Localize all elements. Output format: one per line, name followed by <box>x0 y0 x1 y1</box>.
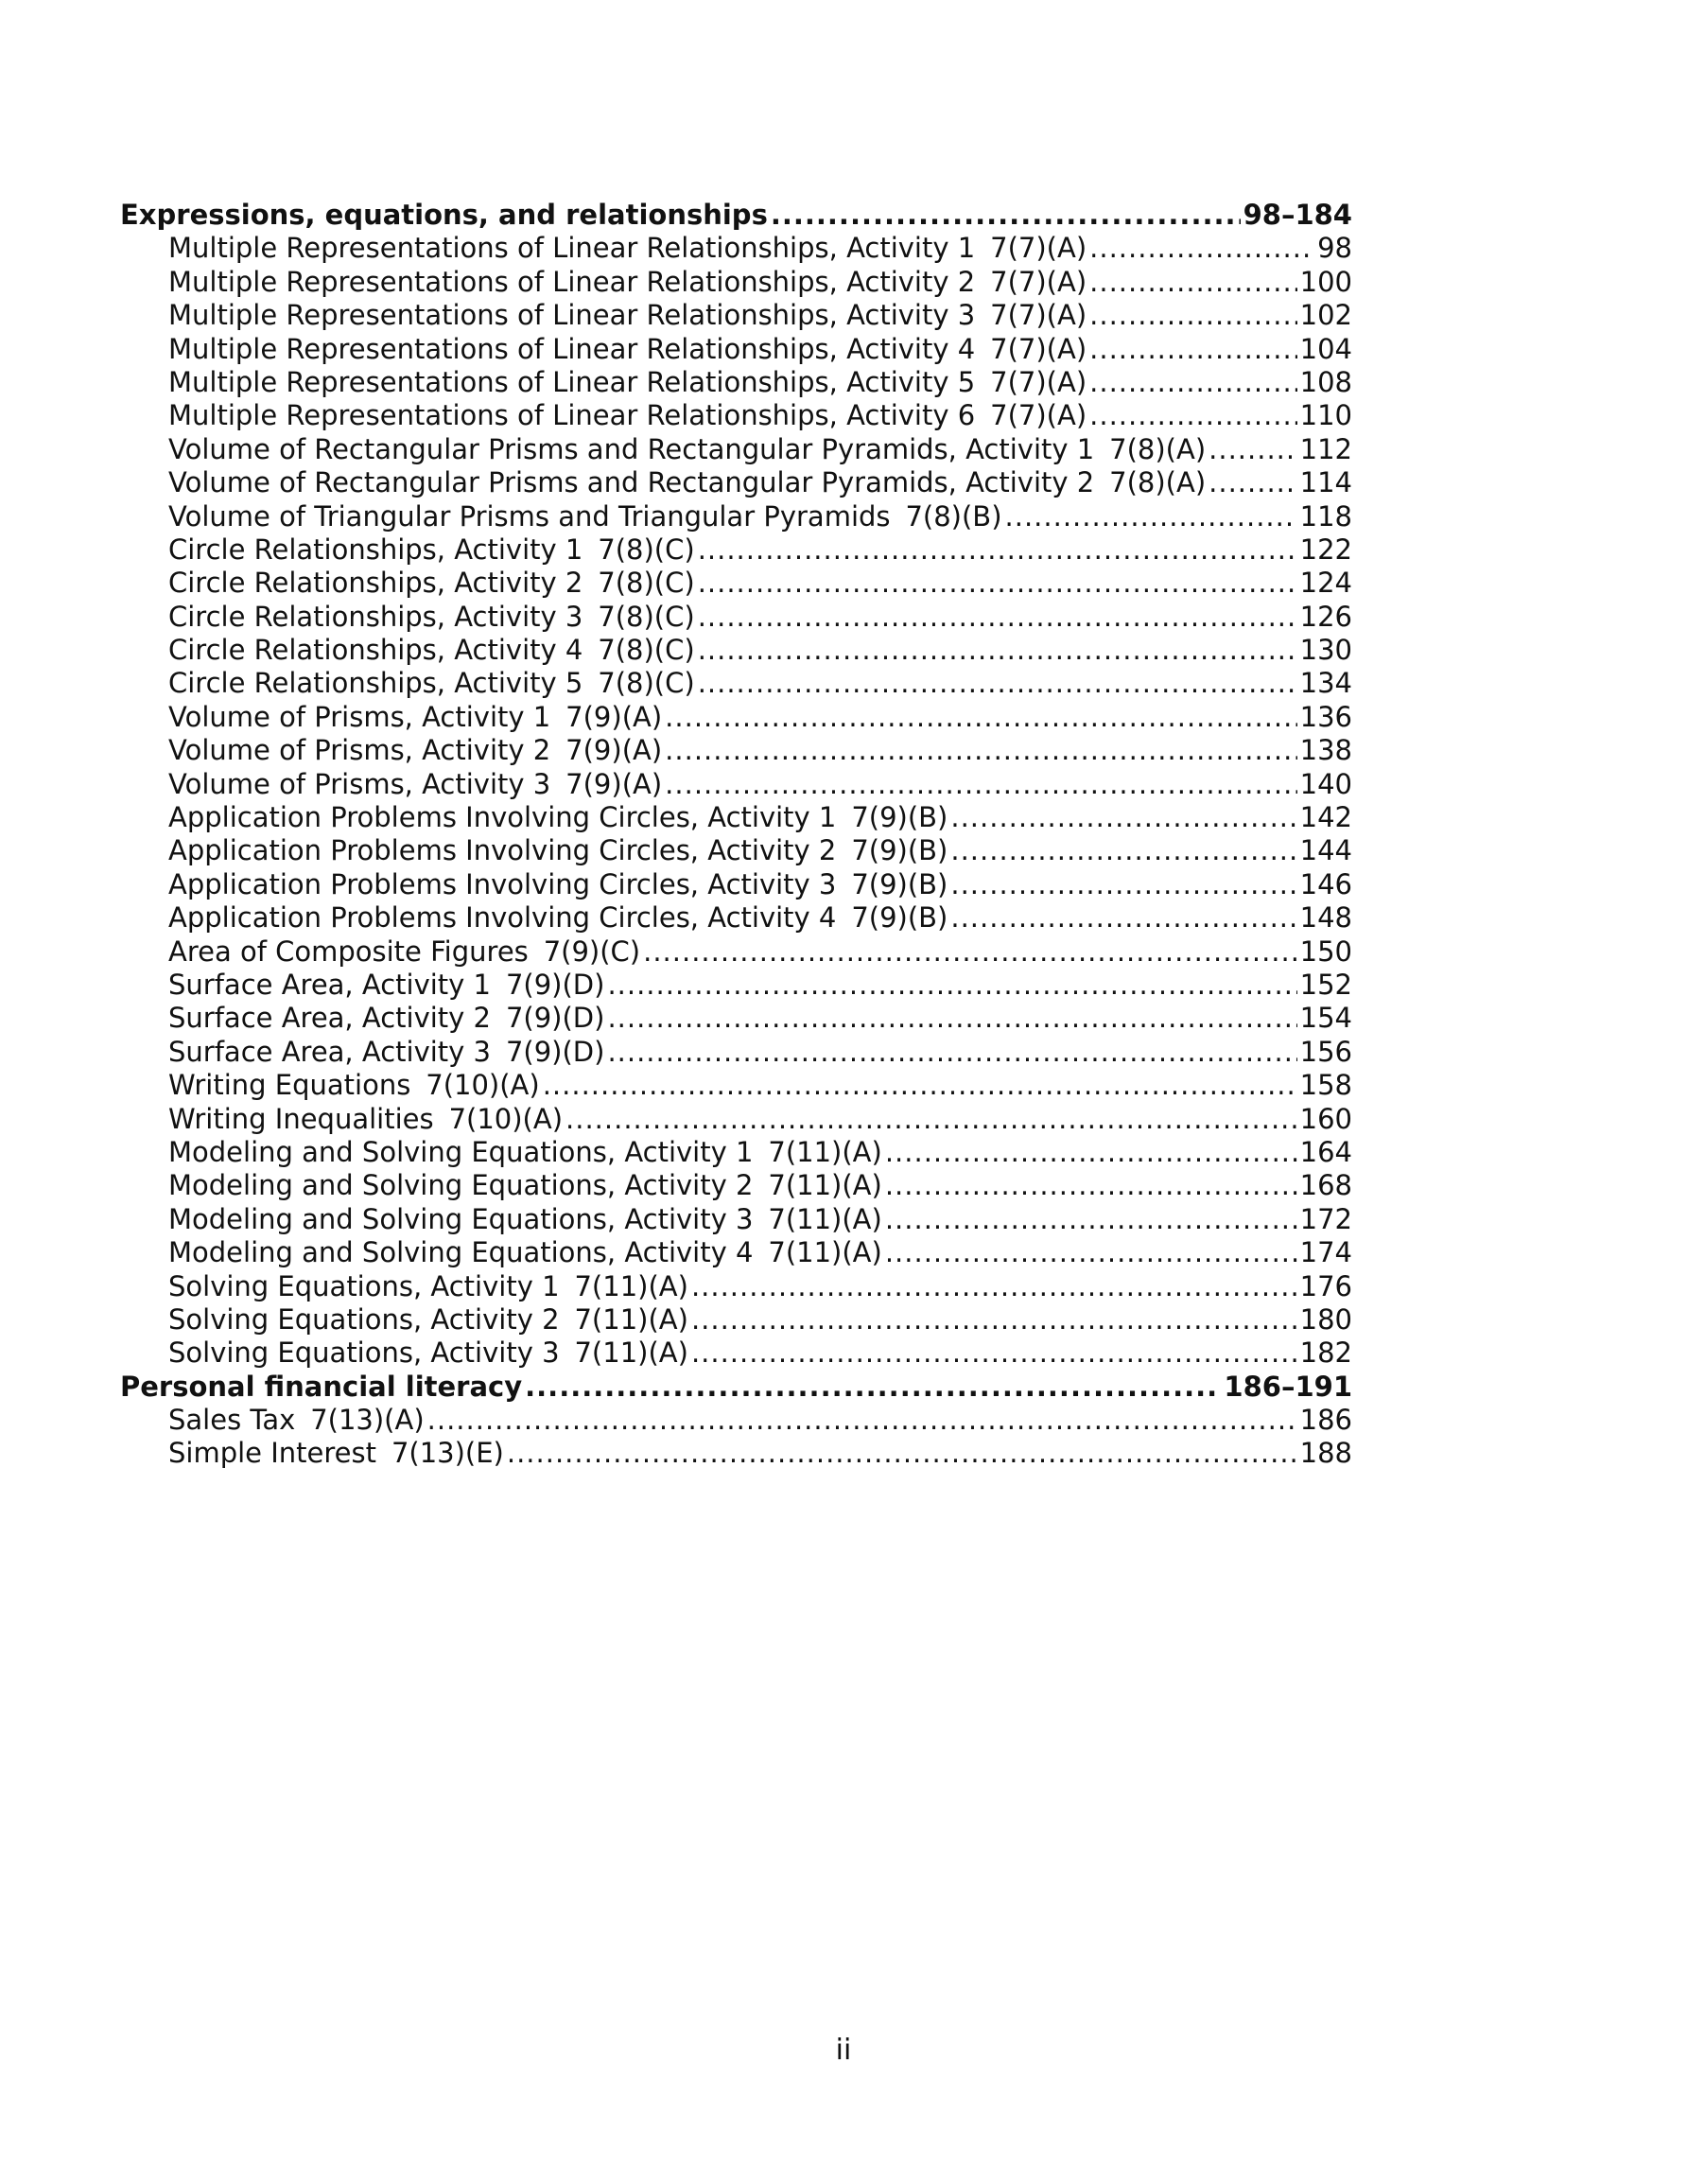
dot-leader <box>1209 466 1296 499</box>
toc-entry-page: 104 <box>1299 332 1352 365</box>
toc-entry-standard: 7(7)(A) <box>990 265 1087 298</box>
toc-entry-page: 176 <box>1299 1269 1352 1302</box>
toc-entry-label <box>168 399 1087 432</box>
page-number: ii <box>835 2034 852 2067</box>
toc-entry-standard: 7(11)(A) <box>768 1202 882 1235</box>
toc-entry-label <box>168 1036 604 1069</box>
dot-leader <box>1209 433 1296 466</box>
toc-entry <box>120 1169 1352 1202</box>
toc-entry <box>120 500 1352 533</box>
dot-leader <box>950 868 1296 901</box>
toc-entry-label <box>168 1404 425 1437</box>
toc-entry-title: Multiple Representations of Linear Relationships, Activity 3 <box>168 299 976 332</box>
toc-entry <box>120 701 1352 734</box>
toc-entry <box>120 1236 1352 1269</box>
toc-entry-title: Application Problems Involving Circles, Activity 2 <box>168 834 837 867</box>
toc-entry-title: Multiple Representations of Linear Relationships, Activity 5 <box>168 365 976 398</box>
toc-entry-page: 188 <box>1299 1437 1352 1470</box>
toc-entry-title: Modeling and Solving Equations, Activity 3 <box>168 1202 754 1235</box>
toc-entry-title: Volume of Prisms, Activity 2 <box>168 734 551 767</box>
dot-leader <box>665 768 1296 801</box>
toc-entry-page: 138 <box>1299 734 1352 767</box>
toc-entry-page: 150 <box>1299 935 1352 968</box>
toc-entry-standard: 7(7)(A) <box>990 399 1087 432</box>
dot-leader <box>525 1371 1221 1404</box>
toc-entry-title: Multiple Representations of Linear Relationships, Activity 2 <box>168 265 976 298</box>
toc-entry <box>120 969 1352 1002</box>
toc-entry-label <box>168 1203 882 1236</box>
toc-entry-title: Modeling and Solving Equations, Activity 4 <box>168 1236 754 1269</box>
toc-entry-standard: 7(8)(C) <box>598 533 695 566</box>
toc-entry-page: 172 <box>1299 1202 1352 1235</box>
dot-leader <box>698 567 1297 600</box>
toc-entry-title: Circle Relationships, Activity 4 <box>168 634 583 667</box>
toc-entry-title: Circle Relationships, Activity 2 <box>168 567 583 600</box>
toc-section-heading <box>120 1371 1352 1404</box>
toc-section-pages: 98–184 <box>1243 199 1352 231</box>
toc-entry-page: 122 <box>1299 533 1352 566</box>
toc-entry-label <box>168 969 604 1002</box>
toc-entry-label <box>168 1337 688 1370</box>
dot-leader <box>885 1169 1297 1202</box>
toc-entry-page: 180 <box>1299 1302 1352 1336</box>
toc-entry-label <box>168 433 1206 466</box>
toc-entry-standard: 7(11)(A) <box>574 1337 688 1370</box>
toc-entry-page: 102 <box>1299 299 1352 332</box>
toc-entry-standard: 7(9)(D) <box>505 1035 605 1068</box>
dot-leader <box>698 667 1297 700</box>
toc-entry <box>120 1069 1352 1102</box>
dot-leader <box>1089 299 1297 332</box>
toc-section <box>120 199 1352 1371</box>
toc-entry-title: Volume of Rectangular Prisms and Rectangular Pyramids, Activity 1 <box>168 432 1095 465</box>
toc-entry-label <box>168 1103 563 1136</box>
toc-entry-title: Modeling and Solving Equations, Activity 2 <box>168 1169 754 1202</box>
dot-leader <box>698 634 1297 667</box>
toc-entry-title: Surface Area, Activity 3 <box>168 1035 491 1068</box>
toc-entry-label <box>168 1437 504 1470</box>
toc-entry-label <box>168 935 640 969</box>
toc-entry-title: Volume of Prisms, Activity 1 <box>168 700 551 733</box>
toc-entry <box>120 299 1352 332</box>
toc-entry <box>120 935 1352 969</box>
toc-entry-standard: 7(10)(A) <box>426 1069 540 1102</box>
dot-leader <box>885 1136 1297 1169</box>
toc-entry <box>120 834 1352 867</box>
toc-entry-label <box>168 1136 882 1169</box>
toc-entry-title: Solving Equations, Activity 3 <box>168 1337 560 1370</box>
dot-leader <box>885 1236 1297 1269</box>
toc-entry-page: 124 <box>1299 567 1352 600</box>
dot-leader <box>1089 266 1297 299</box>
toc-entry-page: 142 <box>1299 801 1352 834</box>
toc-entry-label <box>168 232 1087 265</box>
toc-entry-label <box>168 868 948 901</box>
toc-entry-page: 152 <box>1299 968 1352 1001</box>
toc-entry-standard: 7(11)(A) <box>574 1269 688 1302</box>
toc-entry-label <box>168 500 1002 533</box>
toc-entry-standard: 7(7)(A) <box>990 299 1087 332</box>
dot-leader <box>691 1270 1297 1303</box>
toc-entry-label <box>168 768 662 801</box>
toc-entry-title: Writing Equations <box>168 1069 411 1102</box>
toc-entry-page: 158 <box>1299 1069 1352 1102</box>
toc-entry <box>120 533 1352 567</box>
toc-entry-standard: 7(9)(A) <box>565 700 663 733</box>
toc-entry-page: 146 <box>1299 867 1352 900</box>
toc-entry <box>120 1337 1352 1370</box>
toc-entry-standard: 7(9)(A) <box>565 734 663 767</box>
toc-entry-title: Application Problems Involving Circles, Activity 1 <box>168 801 837 834</box>
dot-leader <box>885 1203 1297 1236</box>
toc-entry-list <box>120 1404 1352 1471</box>
toc-entry-label <box>168 734 662 767</box>
dot-leader <box>698 533 1297 567</box>
toc-entry <box>120 734 1352 767</box>
toc-entry <box>120 868 1352 901</box>
toc-entry <box>120 366 1352 399</box>
toc-entry-standard: 7(9)(C) <box>543 935 641 968</box>
toc-entry-standard: 7(8)(A) <box>1109 466 1207 499</box>
toc-entry-label <box>168 333 1087 366</box>
toc-entry-standard: 7(9)(B) <box>851 901 948 935</box>
toc-entry-standard: 7(8)(C) <box>598 634 695 667</box>
toc-entry <box>120 1404 1352 1437</box>
toc-entry-label <box>168 466 1206 499</box>
toc-entry-standard: 7(9)(D) <box>505 968 605 1001</box>
dot-leader <box>643 935 1297 969</box>
toc-entry-label <box>168 366 1087 399</box>
toc-entry-title: Modeling and Solving Equations, Activity 1 <box>168 1135 754 1168</box>
toc-entry-standard: 7(8)(C) <box>598 667 695 700</box>
toc-entry-page: 174 <box>1299 1236 1352 1269</box>
dot-leader <box>771 199 1241 232</box>
toc-entry-standard: 7(11)(A) <box>768 1236 882 1269</box>
toc-entry-page: 182 <box>1299 1337 1352 1370</box>
toc-entry-label <box>168 299 1087 332</box>
toc-entry-title: Writing Inequalities <box>168 1102 434 1135</box>
toc-entry-page: 100 <box>1299 265 1352 298</box>
toc-entry-standard: 7(8)(C) <box>598 600 695 633</box>
dot-leader <box>607 1036 1296 1069</box>
table-of-contents <box>120 199 1352 1471</box>
toc-entry-standard: 7(8)(A) <box>1109 432 1207 465</box>
toc-entry-label <box>168 1270 688 1303</box>
dot-leader <box>1089 232 1314 265</box>
toc-entry-page: 112 <box>1299 432 1352 465</box>
toc-entry-label <box>168 533 695 567</box>
toc-entry-standard: 7(11)(A) <box>768 1169 882 1202</box>
toc-entry-standard: 7(10)(A) <box>448 1102 564 1135</box>
toc-entry-title: Surface Area, Activity 2 <box>168 1002 491 1035</box>
toc-entry-page: 108 <box>1299 365 1352 398</box>
toc-entry-page: 144 <box>1299 834 1352 867</box>
toc-entry-label <box>168 701 662 734</box>
dot-leader <box>691 1303 1297 1337</box>
toc-entry-title: Simple Interest <box>168 1437 376 1470</box>
toc-entry-title: Area of Composite Figures <box>168 935 529 968</box>
toc-entry <box>120 1270 1352 1303</box>
toc-entry-standard: 7(9)(B) <box>851 867 948 900</box>
toc-entry-standard: 7(8)(C) <box>598 567 695 600</box>
toc-entry-page: 148 <box>1299 901 1352 935</box>
toc-entry-title: Multiple Representations of Linear Relationships, Activity 1 <box>168 232 976 265</box>
toc-entry-page: 98 <box>1317 232 1352 265</box>
toc-entry-page: 134 <box>1299 667 1352 700</box>
dot-leader <box>543 1069 1297 1102</box>
toc-entry <box>120 232 1352 265</box>
toc-entry-label <box>168 901 948 935</box>
toc-entry-label <box>168 1236 882 1269</box>
toc-entry <box>120 333 1352 366</box>
dot-leader <box>665 701 1296 734</box>
toc-entry-label <box>168 801 948 834</box>
toc-entry-label <box>168 567 695 600</box>
toc-entry-label <box>168 667 695 700</box>
toc-entry-standard: 7(9)(B) <box>851 834 948 867</box>
dot-leader <box>427 1404 1297 1437</box>
toc-entry-page: 126 <box>1299 600 1352 633</box>
toc-entry-page: 130 <box>1299 634 1352 667</box>
toc-entry <box>120 1203 1352 1236</box>
toc-entry-title: Volume of Triangular Prisms and Triangular Pyramids <box>168 499 891 533</box>
toc-entry-standard: 7(13)(E) <box>391 1437 504 1470</box>
toc-entry-title: Solving Equations, Activity 1 <box>168 1269 560 1302</box>
toc-entry-title: Application Problems Involving Circles, Activity 3 <box>168 867 837 900</box>
toc-entry-page: 114 <box>1299 466 1352 499</box>
toc-entry <box>120 1437 1352 1470</box>
toc-entry <box>120 768 1352 801</box>
toc-entry-label <box>168 1069 540 1102</box>
toc-entry-page: 156 <box>1299 1035 1352 1068</box>
dot-leader <box>950 901 1296 935</box>
toc-entry-title: Solving Equations, Activity 2 <box>168 1302 560 1336</box>
toc-entry-label <box>168 1303 688 1337</box>
toc-entry-standard: 7(9)(A) <box>565 767 663 800</box>
toc-entry-standard: 7(9)(B) <box>851 801 948 834</box>
toc-entry-title: Circle Relationships, Activity 1 <box>168 533 583 566</box>
dot-leader <box>1089 333 1297 366</box>
toc-entry-list <box>120 232 1352 1370</box>
toc-section-title: Expressions, equations, and relationships <box>120 199 768 231</box>
dot-leader <box>607 969 1296 1002</box>
toc-entry-title: Volume of Rectangular Prisms and Rectangular Pyramids, Activity 2 <box>168 466 1095 499</box>
toc-entry-standard: 7(13)(A) <box>310 1404 425 1437</box>
dot-leader <box>507 1437 1297 1470</box>
dot-leader <box>1005 500 1297 533</box>
toc-entry-page: 136 <box>1299 700 1352 733</box>
toc-entry-title: Multiple Representations of Linear Relationships, Activity 6 <box>168 399 976 432</box>
toc-entry-standard: 7(7)(A) <box>990 232 1087 265</box>
toc-entry <box>120 801 1352 834</box>
toc-entry <box>120 567 1352 600</box>
dot-leader <box>607 1002 1296 1035</box>
toc-entry-title: Volume of Prisms, Activity 3 <box>168 767 551 800</box>
toc-entry <box>120 399 1352 432</box>
toc-entry-title: Surface Area, Activity 1 <box>168 968 491 1001</box>
toc-entry-standard: 7(11)(A) <box>768 1135 882 1168</box>
toc-entry-title: Circle Relationships, Activity 5 <box>168 667 583 700</box>
toc-entry-standard: 7(7)(A) <box>990 365 1087 398</box>
dot-leader <box>698 601 1297 634</box>
toc-entry-title: Sales Tax <box>168 1404 296 1437</box>
toc-entry <box>120 433 1352 466</box>
dot-leader <box>565 1103 1297 1136</box>
toc-entry <box>120 1303 1352 1337</box>
toc-entry-title: Application Problems Involving Circles, Activity 4 <box>168 901 837 935</box>
toc-entry-title: Circle Relationships, Activity 3 <box>168 600 583 633</box>
toc-entry <box>120 1103 1352 1136</box>
toc-entry <box>120 601 1352 634</box>
dot-leader <box>950 834 1296 867</box>
toc-entry-standard: 7(7)(A) <box>990 332 1087 365</box>
toc-entry-page: 118 <box>1299 499 1352 533</box>
toc-section-pages: 186–191 <box>1224 1370 1352 1403</box>
dot-leader <box>950 801 1296 834</box>
toc-entry-page: 186 <box>1299 1404 1352 1437</box>
toc-section-heading <box>120 199 1352 232</box>
dot-leader <box>665 734 1296 767</box>
dot-leader <box>691 1337 1297 1370</box>
toc-entry-standard: 7(11)(A) <box>574 1302 688 1336</box>
toc-entry <box>120 466 1352 499</box>
toc-entry <box>120 1002 1352 1035</box>
toc-entry-page: 160 <box>1299 1102 1352 1135</box>
toc-entry-title: Multiple Representations of Linear Relationships, Activity 4 <box>168 332 976 365</box>
toc-entry-page: 110 <box>1299 399 1352 432</box>
toc-entry <box>120 901 1352 935</box>
toc-entry-label <box>168 634 695 667</box>
toc-entry-label <box>168 1169 882 1202</box>
toc-entry-page: 140 <box>1299 767 1352 800</box>
toc-section <box>120 1371 1352 1471</box>
toc-entry-standard: 7(9)(D) <box>505 1002 605 1035</box>
toc-entry <box>120 1036 1352 1069</box>
toc-entry-standard: 7(8)(B) <box>905 499 1002 533</box>
toc-entry <box>120 266 1352 299</box>
toc-entry <box>120 634 1352 667</box>
toc-section-title: Personal financial literacy <box>120 1370 523 1403</box>
toc-entry-page: 154 <box>1299 1002 1352 1035</box>
toc-entry-label <box>168 601 695 634</box>
toc-entry-page: 164 <box>1299 1135 1352 1168</box>
dot-leader <box>1089 399 1297 432</box>
toc-entry-page: 168 <box>1299 1169 1352 1202</box>
toc-entry-label <box>168 1002 604 1035</box>
toc-entry-label <box>168 266 1087 299</box>
dot-leader <box>1089 366 1297 399</box>
toc-entry-label <box>168 834 948 867</box>
toc-entry <box>120 667 1352 700</box>
toc-entry <box>120 1136 1352 1169</box>
